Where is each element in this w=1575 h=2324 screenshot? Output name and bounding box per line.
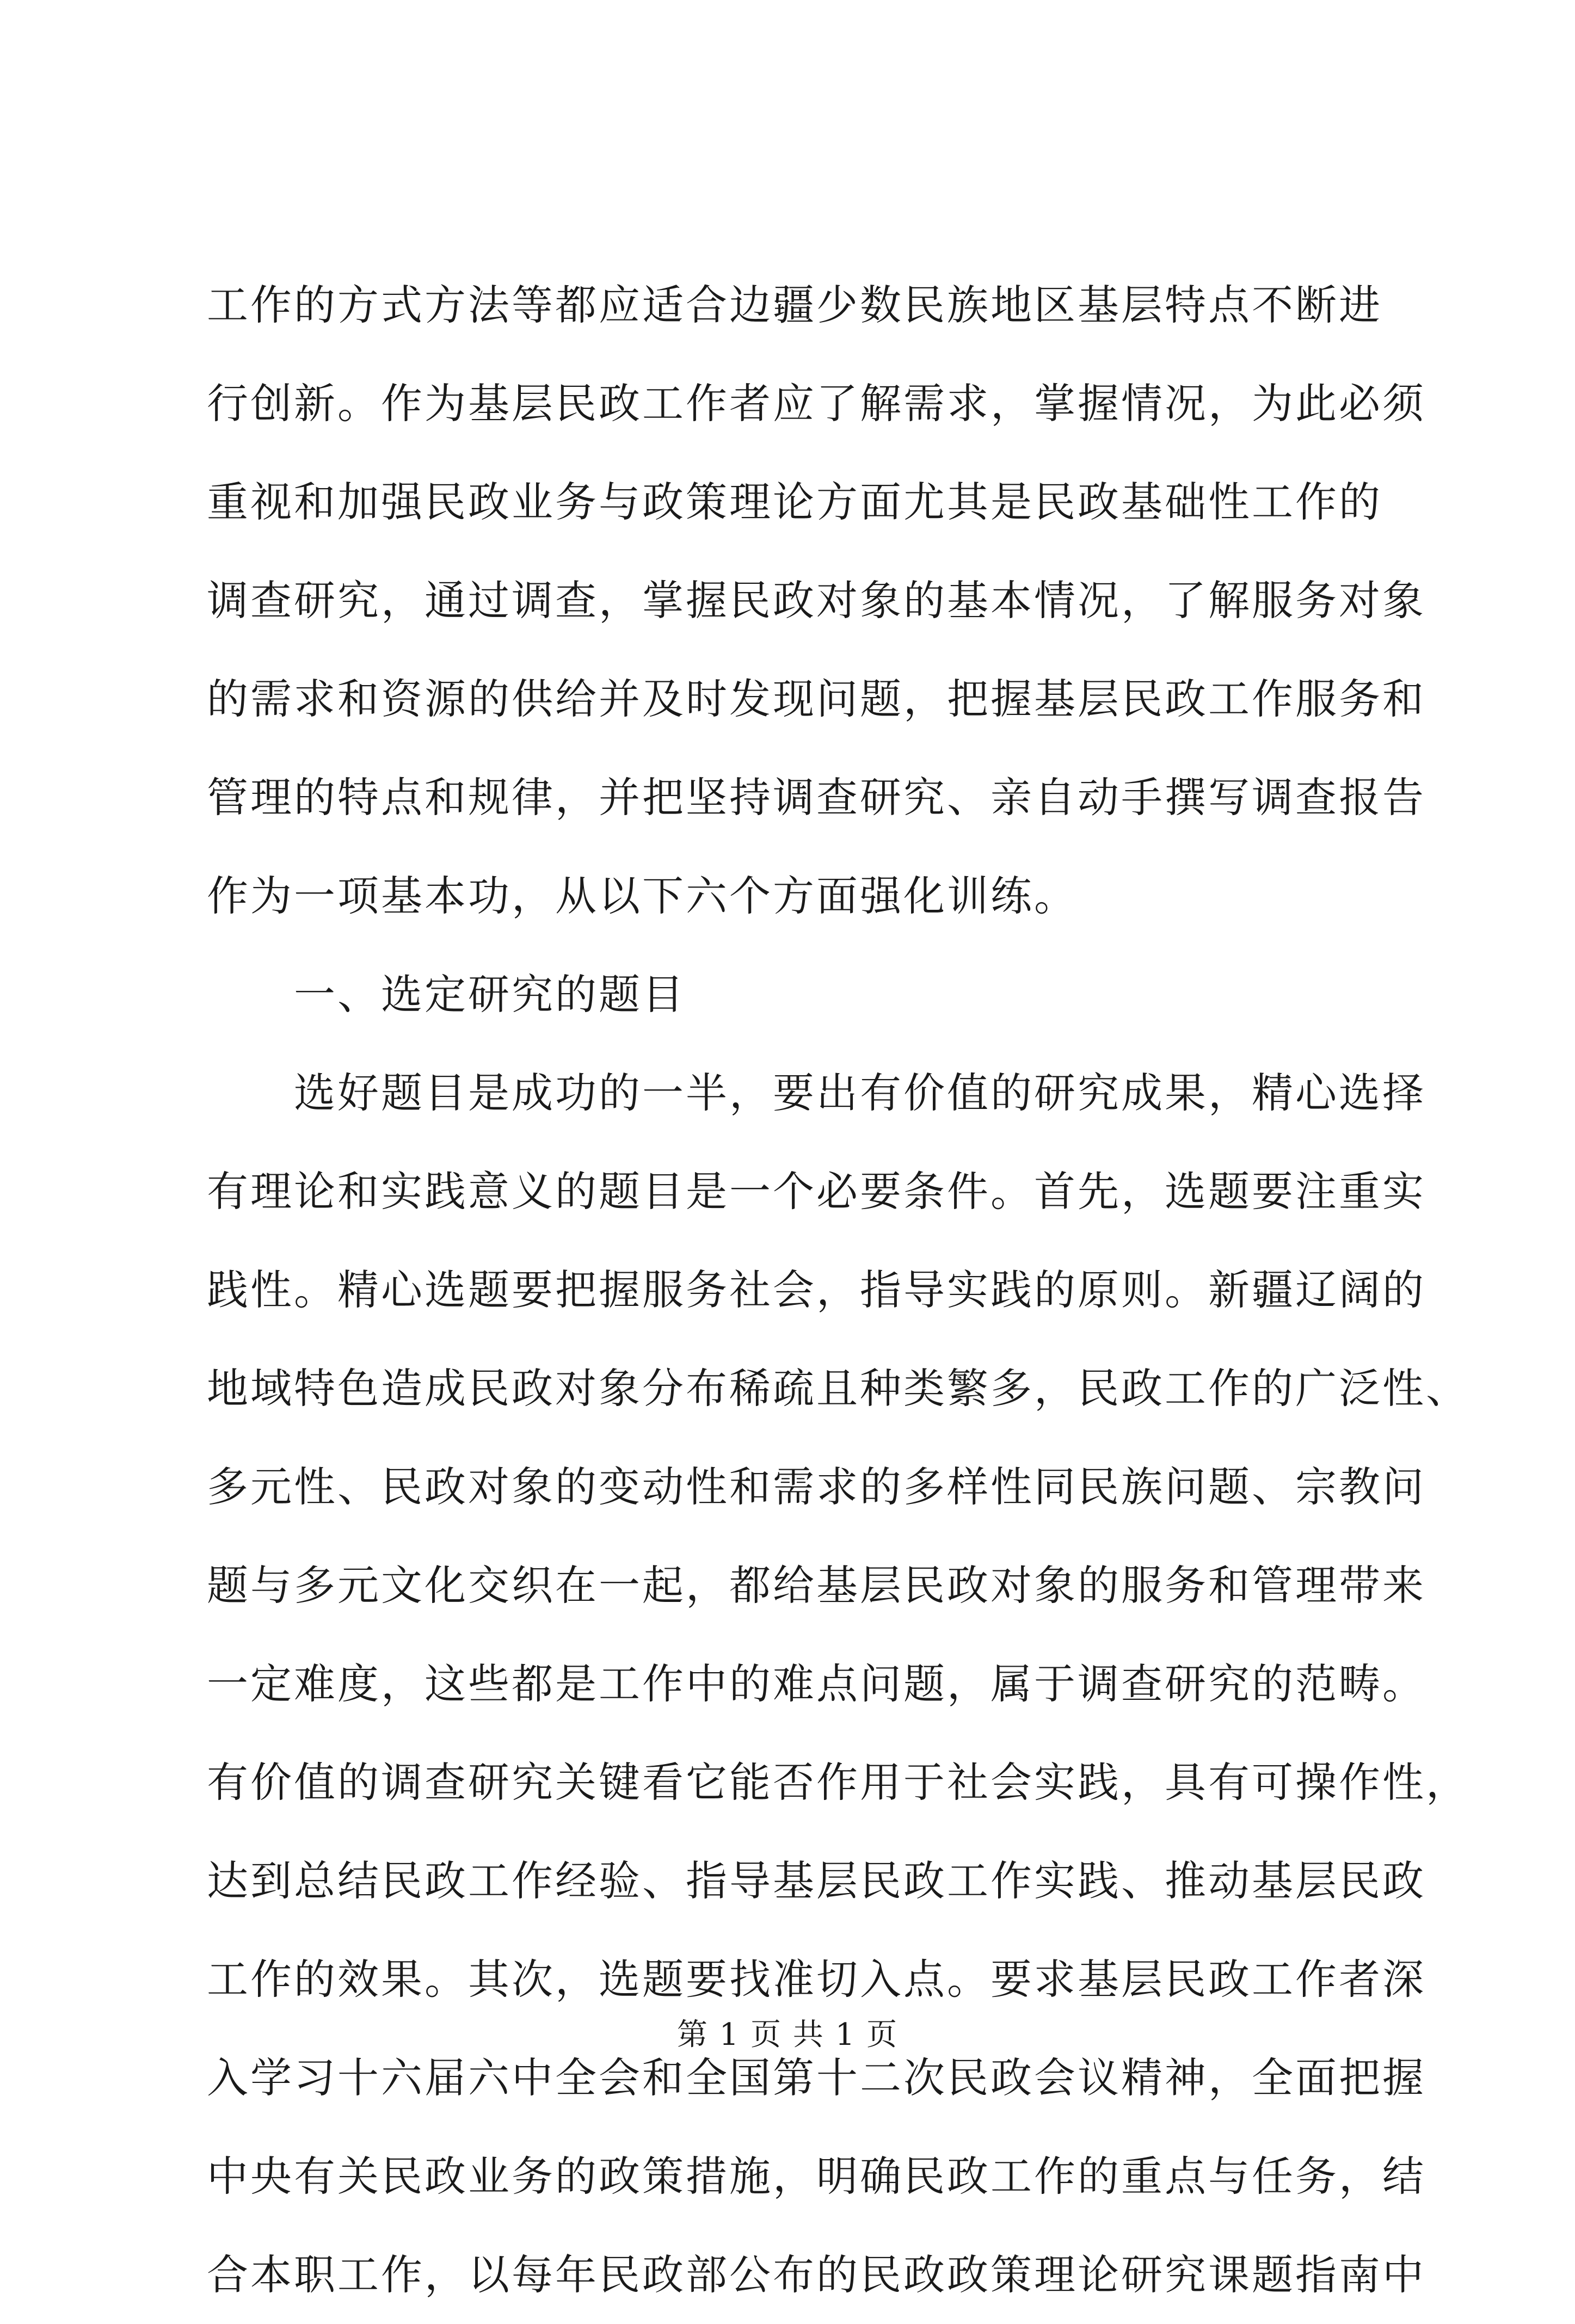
text-line: 行创新。作为基层民政工作者应了解需求，掌握情况，为此必须 <box>207 379 1426 428</box>
text-line: 题与多元文化交织在一起，都给基层民政对象的服务和管理带来 <box>207 1561 1426 1610</box>
text-line: 入学习十六届六中全会和全国第十二次民政会议精神，全面把握 <box>207 2054 1426 2102</box>
text-line: 的需求和资源的供给并及时发现问题，把握基层民政工作服务和 <box>207 675 1426 723</box>
text-line: 中央有关民政业务的政策措施，明确民政工作的重点与任务，结 <box>207 2152 1426 2200</box>
text-line: 管理的特点和规律，并把坚持调查研究、亲自动手撰写调查报告 <box>207 773 1426 822</box>
text-line: 一定难度，这些都是工作中的难点问题，属于调查研究的范畴。 <box>207 1660 1426 1708</box>
text-line: 合本职工作，以每年民政部公布的民政政策理论研究课题指南中 <box>207 2251 1426 2299</box>
page-number-footer: 第 1 页 共 1 页 <box>676 2017 899 2052</box>
text-line: 有理论和实践意义的题目是一个必要条件。首先，选题要注重实 <box>207 1167 1426 1216</box>
section-heading: 一、选定研究的题目 <box>294 970 686 1019</box>
text-line: 践性。精心选题要把握服务社会，指导实践的原则。新疆辽阔的 <box>207 1266 1426 1314</box>
text-line: 多元性、民政对象的变动性和需求的多样性同民族问题、宗教问 <box>207 1463 1426 1511</box>
text-line: 重视和加强民政业务与政策理论方面尤其是民政基础性工作的 <box>207 478 1382 526</box>
text-line: 工作的效果。其次，选题要找准切入点。要求基层民政工作者深 <box>207 1955 1426 2004</box>
text-line: 选好题目是成功的一半，要出有价值的研究成果，精心选择 <box>294 1069 1426 1117</box>
text-line: 调查研究，通过调查，掌握民政对象的基本情况，了解服务对象 <box>207 576 1426 625</box>
text-line: 工作的方式方法等都应适合边疆少数民族地区基层特点不断进 <box>207 281 1382 329</box>
text-line: 达到总结民政工作经验、指导基层民政工作实践、推动基层民政 <box>207 1857 1426 1905</box>
text-line: 作为一项基本功，从以下六个方面强化训练。 <box>207 872 1078 920</box>
text-line: 地域特色造成民政对象分布稀疏且种类繁多，民政工作的广泛性、 <box>207 1364 1469 1413</box>
text-line: 有价值的调查研究关键看它能否作用于社会实践，具有可操作性， <box>207 1758 1469 1807</box>
